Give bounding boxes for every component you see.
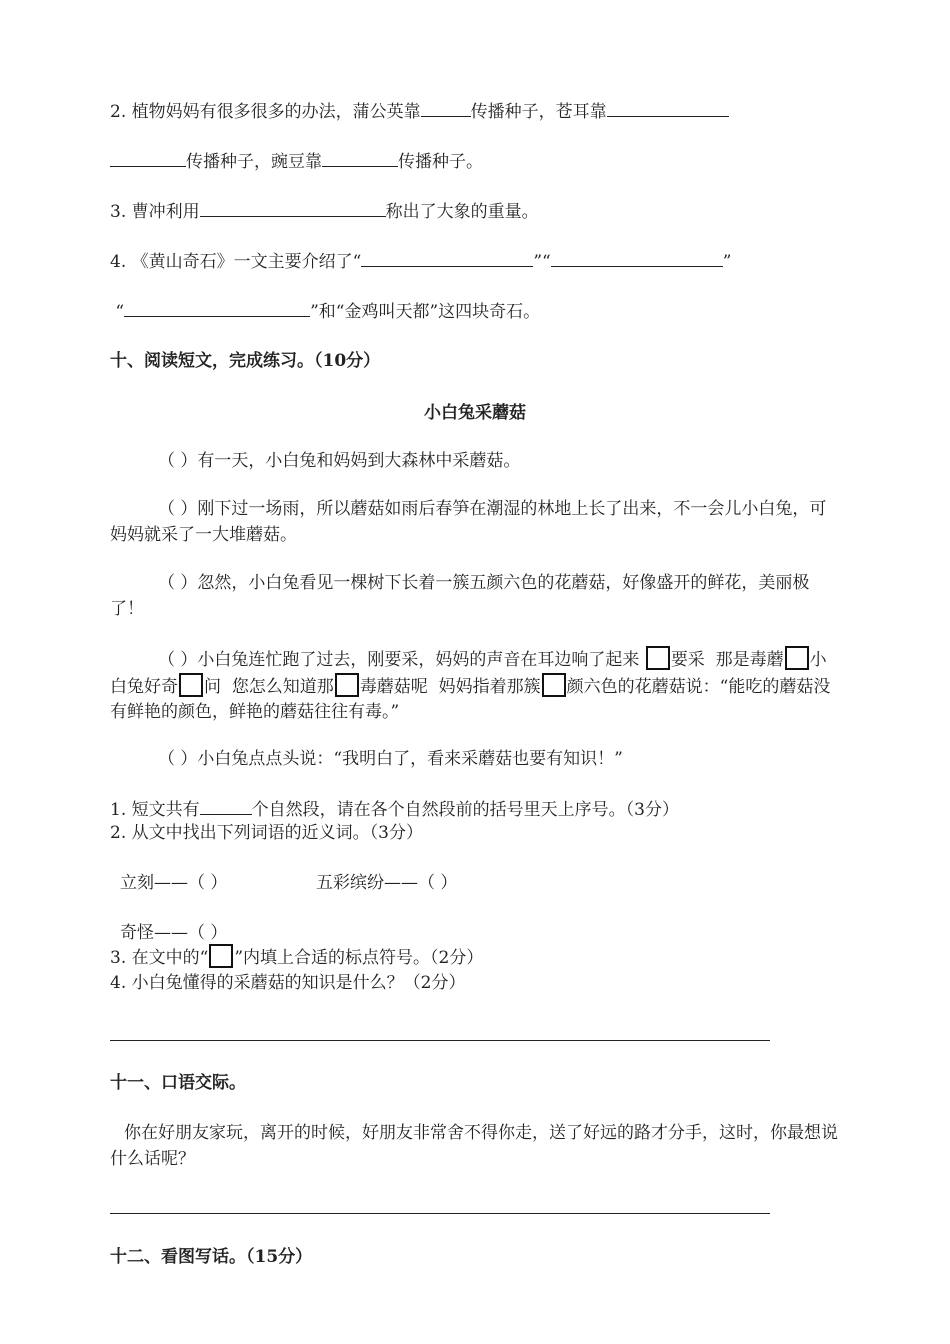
question-3 [110,198,539,225]
section-10-heading: 十、阅读短文，完成练习。（10分） [110,351,381,371]
blank-pea[interactable] [322,148,398,167]
reading-question-1: 1. 短文共有 个自然段，请在各个自然段前的括号里天上序号。（3分） [110,796,679,823]
passage-paragraph-5: （ ）小白兔点点头说：“我明白了，看来采蘑菇也要有知识！” [158,749,623,769]
section-11-heading: 十一、口语交际。 [110,1073,246,1093]
question-2-line-1 [110,98,729,125]
section-11-prompt: 你在好朋友家玩，离开的时候，好朋友非常舍不得你走，送了好远的路才分手，这时，你最想说什么话呢？ [110,1123,838,1169]
punctuation-box[interactable] [179,673,203,697]
punctuation-box[interactable] [542,673,566,697]
synonym-strange: 奇怪——（ ） [120,923,228,943]
blank-stone-3[interactable] [124,298,310,317]
question-3-text: 3. 曹冲利用 [110,202,200,222]
question-4-text: 4. 《黄山奇石》一文主要介绍了“ [110,252,362,272]
question-2-text: 2. 植物妈妈有很多很多的办法，蒲公英靠 [110,102,421,122]
question-4-text-2: ”“ [533,252,551,272]
synonym-colorful: 五彩缤纷——（ ） [316,873,458,893]
question-4-line-1 [110,248,731,275]
section-12-heading: 十二、看图写话。（15分） [110,1247,313,1267]
synonym-immediately: 立刻——（ ） [120,873,228,893]
reading-question-3: 3. 在文中的“ ”内填上合适的标点符号。（2分） [110,944,483,971]
answer-line-q4[interactable] [110,1040,770,1041]
question-4-text-3: ” [722,252,732,272]
question-3-text-2: 称出了大象的重量。 [385,202,539,222]
blank-paragraph-count[interactable] [200,796,252,815]
blank-stone-2[interactable] [551,248,723,267]
passage-paragraph-1: （ ）有一天，小白兔和妈妈到大森林中采蘑菇。 [158,451,521,471]
question-4-text-5: ”和“金鸡叫天都”这四块奇石。 [310,302,541,322]
blank-dandelion[interactable] [421,98,471,117]
answer-line-oral[interactable] [110,1213,770,1214]
passage-paragraph-3: （ ）忽然，小白兔看见一棵树下长着一簇五颜六色的花蘑菇，好像盛开的鲜花，美丽极了！ [110,573,810,619]
reading-question-4: 4. 小白兔懂得的采蘑菇的知识是什么？（2分） [110,973,466,993]
question-2-line-2 [110,148,483,175]
punctuation-box[interactable] [335,673,359,697]
question-2-text-4: 传播种子。 [398,152,483,172]
blank-cocklebur-cont[interactable] [110,148,186,167]
question-2-text-2: 传播种子，苍耳靠 [470,102,607,122]
punctuation-box-example [209,944,233,968]
reading-question-2: 2. 从文中找出下列词语的近义词。（3分） [110,823,423,843]
passage-title: 小白兔采蘑菇 [424,403,526,423]
blank-cocklebur[interactable] [607,98,729,117]
passage-paragraph-2: （ ）刚下过一场雨，所以蘑菇如雨后春笋在潮湿的林地上长了出来，不一会儿小白兔，可妈妈就采了一大堆蘑菇。 [110,499,827,545]
blank-stone-1[interactable] [361,248,533,267]
question-4-line-2 [110,298,540,325]
blank-caochong[interactable] [200,198,386,217]
punctuation-box[interactable] [785,646,809,670]
passage-paragraph-4: （ ）小白兔连忙跑了过去，刚要采，妈妈的声音在耳边响了起来 要采 那是毒蘑 小白兔好奇 问 您怎么知道那 毒蘑菇呢 妈妈指着那簇 颜六色的花蘑菇说：“能吃的蘑菇没有鲜艳的颜色，鲜艳的蘑菇往往有毒。” [110,646,840,725]
question-2-text-3: 传播种子，豌豆靠 [186,152,322,172]
punctuation-box[interactable] [646,646,670,670]
question-4-text-4: “ [115,302,125,322]
